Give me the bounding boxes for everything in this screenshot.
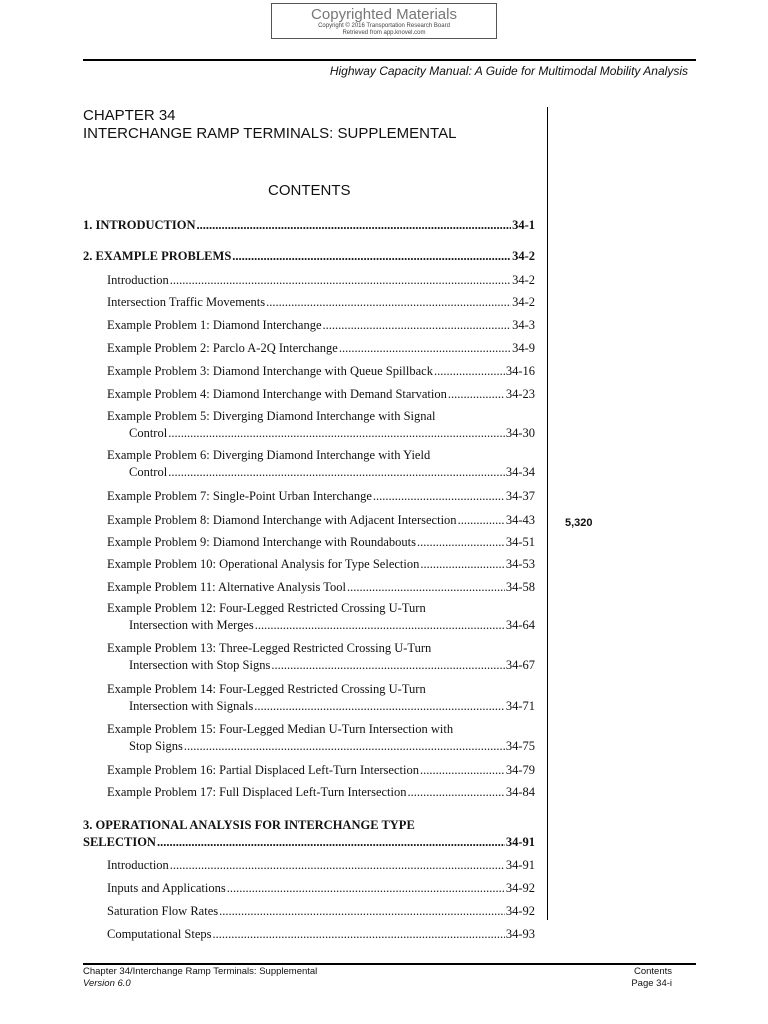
toc-entry-title: Inputs and Applications (107, 881, 226, 895)
toc-page-number: 34-58 (505, 580, 535, 594)
toc-leader-dots (168, 425, 505, 442)
toc-entry (83, 512, 535, 529)
toc-leader-dots (373, 488, 505, 505)
toc-entry-title: Example Problem 4: Diamond Interchange with Demand Starvation (107, 387, 447, 401)
toc-entry (83, 762, 535, 779)
toc-entry (83, 880, 535, 897)
toc-leader-dots (271, 657, 505, 674)
toc-entry-continuation: Intersection with Signals (129, 699, 254, 713)
toc-leader-dots (170, 857, 505, 874)
toc-leader-dots (213, 926, 505, 943)
margin-rule (547, 107, 548, 920)
toc-entry-title: Introduction (107, 858, 169, 872)
footer-section: Contents (633, 966, 672, 977)
chapter-title: INTERCHANGE RAMP TERMINALS: SUPPLEMENTAL (83, 125, 457, 142)
toc-entry (83, 340, 535, 357)
toc-entry (83, 294, 535, 311)
toc-page-number: 34-75 (505, 739, 535, 753)
toc-page-number: 34-93 (505, 927, 535, 941)
toc-page-number: 34-92 (505, 881, 535, 895)
header-rule (83, 59, 696, 61)
toc-entry (83, 857, 535, 874)
toc-entry-title: Example Problem 8: Diamond Interchange with Adjacent Intersection (107, 513, 457, 527)
toc-entry (83, 784, 535, 801)
footer-rule (83, 963, 696, 965)
toc-entry (83, 579, 535, 596)
toc-page-number: 34-43 (505, 513, 535, 527)
footer-version: Version 6.0 (83, 978, 131, 989)
toc-page-number: 34-2 (512, 295, 535, 309)
contents-title: CONTENTS (268, 182, 351, 199)
toc-entry (83, 447, 535, 481)
toc-leader-dots (168, 464, 505, 481)
toc-entry (83, 386, 535, 403)
toc-entry-title: 2. EXAMPLE PROBLEMS (83, 249, 232, 263)
toc-page-number: 34-92 (505, 904, 535, 918)
toc-leader-dots (417, 534, 505, 551)
toc-entry-title: Example Problem 7: Single-Point Urban Interchange (107, 489, 372, 503)
toc-entry-title: Example Problem 1: Diamond Interchange (107, 318, 322, 332)
footer-chapter: Chapter 34/Interchange Ramp Terminals: Supplemental (83, 966, 318, 977)
toc-entry (83, 272, 535, 289)
toc-leader-dots (458, 512, 505, 529)
toc-leader-dots (434, 363, 505, 380)
toc-entry-continuation: Control (129, 465, 168, 479)
toc-entry (83, 721, 535, 755)
toc-page-number: 34-9 (512, 341, 535, 355)
toc-leader-dots (347, 579, 505, 596)
toc-entry-title: Example Problem 11: Alternative Analysis Tool (107, 580, 347, 594)
chapter-heading (83, 107, 456, 143)
toc-entry-title: Example Problem 12: Four-Legged Restricted Crossing U-Turn (107, 601, 426, 615)
toc-entry (83, 817, 535, 851)
toc-page-number: 34-3 (512, 318, 535, 332)
toc-page-number: 34-30 (505, 426, 535, 440)
footer-right (631, 966, 672, 990)
toc-page-number: 34-16 (505, 364, 535, 378)
toc-leader-dots (219, 903, 505, 920)
toc-entry-title: Example Problem 6: Diverging Diamond Interchange with Yield (107, 448, 431, 462)
toc-entry-continuation: Stop Signs (129, 739, 183, 753)
footer-left (83, 966, 317, 990)
toc-entry-title: Saturation Flow Rates (107, 904, 219, 918)
toc-entry-title: Intersection Traffic Movements (107, 295, 266, 309)
toc-page-number: 34-79 (505, 763, 535, 777)
toc-leader-dots (255, 617, 505, 634)
toc-page-number: 34-2 (512, 249, 535, 263)
toc-entry-title: Example Problem 13: Three-Legged Restricted Crossing U-Turn (107, 641, 432, 655)
toc-page-number: 34-67 (505, 658, 535, 672)
toc-leader-dots (157, 834, 505, 851)
toc-leader-dots (227, 880, 505, 897)
toc-leader-dots (420, 762, 505, 779)
toc-page-number: 34-71 (505, 699, 535, 713)
toc-entry (83, 640, 535, 674)
toc-leader-dots (170, 272, 511, 289)
toc-page-number: 34-2 (512, 273, 535, 287)
toc-entry (83, 534, 535, 551)
stamp-line-2: Retrieved from app.knovel.com (342, 30, 426, 36)
chapter-number: CHAPTER 34 (83, 107, 176, 124)
toc-entry-title: Example Problem 14: Four-Legged Restricted Crossing U-Turn (107, 682, 426, 696)
toc-entry-title: Example Problem 9: Diamond Interchange with Roundabouts (107, 535, 416, 549)
toc-leader-dots (197, 217, 512, 234)
toc-leader-dots (184, 738, 505, 755)
stamp-title: Copyrighted Materials (311, 6, 457, 23)
toc-leader-dots (339, 340, 511, 357)
toc-entry-continuation: Control (129, 426, 168, 440)
toc-entry-title: Example Problem 2: Parclo A-2Q Interchange (107, 341, 338, 355)
toc-entry-title: Computational Steps (107, 927, 212, 941)
toc-page-number: 34-51 (505, 535, 535, 549)
toc-entry (83, 903, 535, 920)
toc-entry (83, 926, 535, 943)
toc-entry-title: Introduction (107, 273, 169, 287)
toc-entry-title: Example Problem 5: Diverging Diamond Interchange with Signal (107, 409, 436, 423)
footer-page: Page 34-i (631, 978, 672, 989)
toc-page-number: 34-34 (505, 465, 535, 479)
toc-leader-dots (407, 784, 504, 801)
toc-entry (83, 488, 535, 505)
toc-entry-continuation: Intersection with Merges (129, 618, 254, 632)
stamp-line-1: Copyright © 2016 Transportation Research Board (318, 23, 450, 29)
toc-page-number: 34-37 (505, 489, 535, 503)
toc-entry-title: Example Problem 17: Full Displaced Left-Turn Intersection (107, 785, 407, 799)
toc-entry-title: Example Problem 15: Four-Legged Median U-Turn Intersection with (107, 722, 454, 736)
toc-entry (83, 317, 535, 334)
toc-page-number: 34-1 (512, 218, 535, 232)
toc-page-number: 34-84 (505, 785, 535, 799)
toc-page-number: 34-91 (505, 835, 535, 849)
copyright-stamp (271, 3, 497, 39)
toc-entry (83, 363, 535, 380)
toc-entry (83, 248, 535, 265)
toc-page-number: 34-64 (505, 618, 535, 632)
toc-entry (83, 600, 535, 634)
toc-page-number: 34-91 (505, 858, 535, 872)
toc-entry-title: Example Problem 3: Diamond Interchange with Queue Spillback (107, 364, 433, 378)
toc-entry (83, 217, 535, 234)
toc-entry-continuation: Intersection with Stop Signs (129, 658, 271, 672)
toc-entry (83, 556, 535, 573)
toc-entry-title: Example Problem 10: Operational Analysis for Type Selection (107, 557, 420, 571)
toc-entry-title: 1. INTRODUCTION (83, 218, 196, 232)
toc-leader-dots (323, 317, 512, 334)
toc-entry-title: Example Problem 16: Partial Displaced Left-Turn Intersection (107, 763, 419, 777)
toc-leader-dots (266, 294, 511, 311)
toc-leader-dots (448, 386, 505, 403)
margin-note: 5,320 (565, 517, 593, 529)
toc-leader-dots (420, 556, 504, 573)
toc-entry (83, 681, 535, 715)
toc-leader-dots (254, 698, 505, 715)
toc-entry-title: 3. OPERATIONAL ANALYSIS FOR INTERCHANGE TYPE (83, 818, 415, 832)
toc-entry-continuation: SELECTION (83, 835, 156, 849)
toc-entry (83, 408, 535, 442)
toc-leader-dots (232, 248, 511, 265)
toc-page-number: 34-23 (505, 387, 535, 401)
toc-page-number: 34-53 (505, 557, 535, 571)
running-header: Highway Capacity Manual: A Guide for Multimodal Mobility Analysis (329, 64, 688, 78)
